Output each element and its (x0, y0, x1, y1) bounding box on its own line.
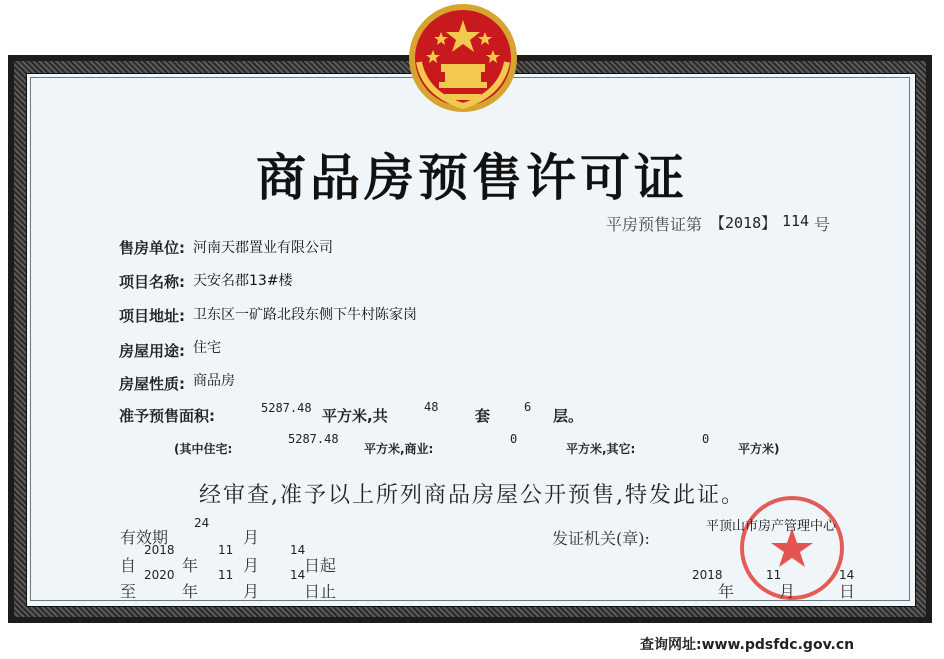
issue-year-char: 年 (718, 582, 735, 601)
nature-label: 房屋性质: (119, 375, 185, 393)
area-total: 5287.48 (261, 401, 312, 415)
issuer-label: 发证机关(章): (552, 529, 650, 548)
seller-label: 售房单位: (119, 239, 185, 257)
from-year-char: 年 (182, 556, 199, 575)
breakdown-other: 0 (702, 432, 710, 446)
issue-day-char: 日 (839, 582, 856, 601)
national-emblem-icon (405, 2, 521, 114)
issue-day: 14 (839, 568, 855, 582)
validity-month-unit: 月 (243, 528, 260, 547)
issue-year: 2018 (692, 568, 723, 582)
area-unit: 平方米,共 (322, 407, 388, 425)
area-label: 准予预售面积: (119, 407, 215, 425)
seller-value: 河南天郡置业有限公司 (193, 240, 333, 256)
address-value: 卫东区一矿路北段东侧下牛村陈家岗 (193, 307, 417, 323)
breakdown-commercial: 0 (510, 432, 518, 446)
units-count: 48 (424, 400, 439, 414)
usage-value: 住宅 (193, 340, 221, 356)
address-label: 项目地址: (119, 307, 185, 325)
nature-value: 商品房 (193, 373, 235, 389)
project-value: 天安名郡13#楼 (193, 273, 293, 289)
to-month-char: 月 (243, 582, 260, 601)
units-label: 套 (475, 407, 491, 425)
floors-label: 层。 (553, 407, 584, 425)
serial-year: 【2018】 (710, 214, 777, 232)
certificate-title: 商品房预售许可证 (256, 148, 688, 207)
from-day: 14 (290, 543, 306, 557)
serial-suffix: 号 (814, 215, 831, 234)
breakdown-residential: 5287.48 (288, 432, 339, 446)
to-suffix: 日止 (304, 582, 337, 601)
project-label: 项目名称: (119, 273, 185, 291)
floors-count: 6 (524, 400, 532, 414)
validity-label: 有效期 (120, 528, 169, 547)
query-url: 查询网址:www.pdsfdc.gov.cn (640, 637, 855, 653)
issue-month-char: 月 (779, 582, 796, 601)
to-label: 至 (120, 582, 137, 601)
to-day: 14 (290, 568, 306, 582)
serial-number: 114 (782, 212, 810, 230)
confirmation-text: 经审查,准予以上所列商品房屋公开预售,特发此证。 (199, 483, 745, 508)
to-year: 2020 (144, 568, 175, 582)
usage-label: 房屋用途: (119, 342, 185, 360)
from-month: 11 (218, 543, 234, 557)
breakdown-open: (其中住宅: (174, 442, 233, 456)
breakdown-unit2: 平方米,其它: (566, 442, 636, 456)
breakdown-unit1: 平方米,商业: (364, 442, 434, 456)
to-year-char: 年 (182, 582, 199, 601)
from-label: 自 (120, 556, 137, 575)
from-year: 2018 (144, 543, 175, 557)
issue-month: 11 (766, 568, 782, 582)
from-suffix: 日起 (304, 556, 337, 575)
to-month: 11 (218, 568, 234, 582)
validity-months: 24 (194, 516, 210, 530)
issuer-name: 平顶山市房产管理中心 (706, 519, 837, 534)
from-month-char: 月 (243, 556, 260, 575)
serial-prefix: 平房预售证第 (606, 215, 703, 234)
breakdown-unit3: 平方米) (738, 442, 780, 456)
